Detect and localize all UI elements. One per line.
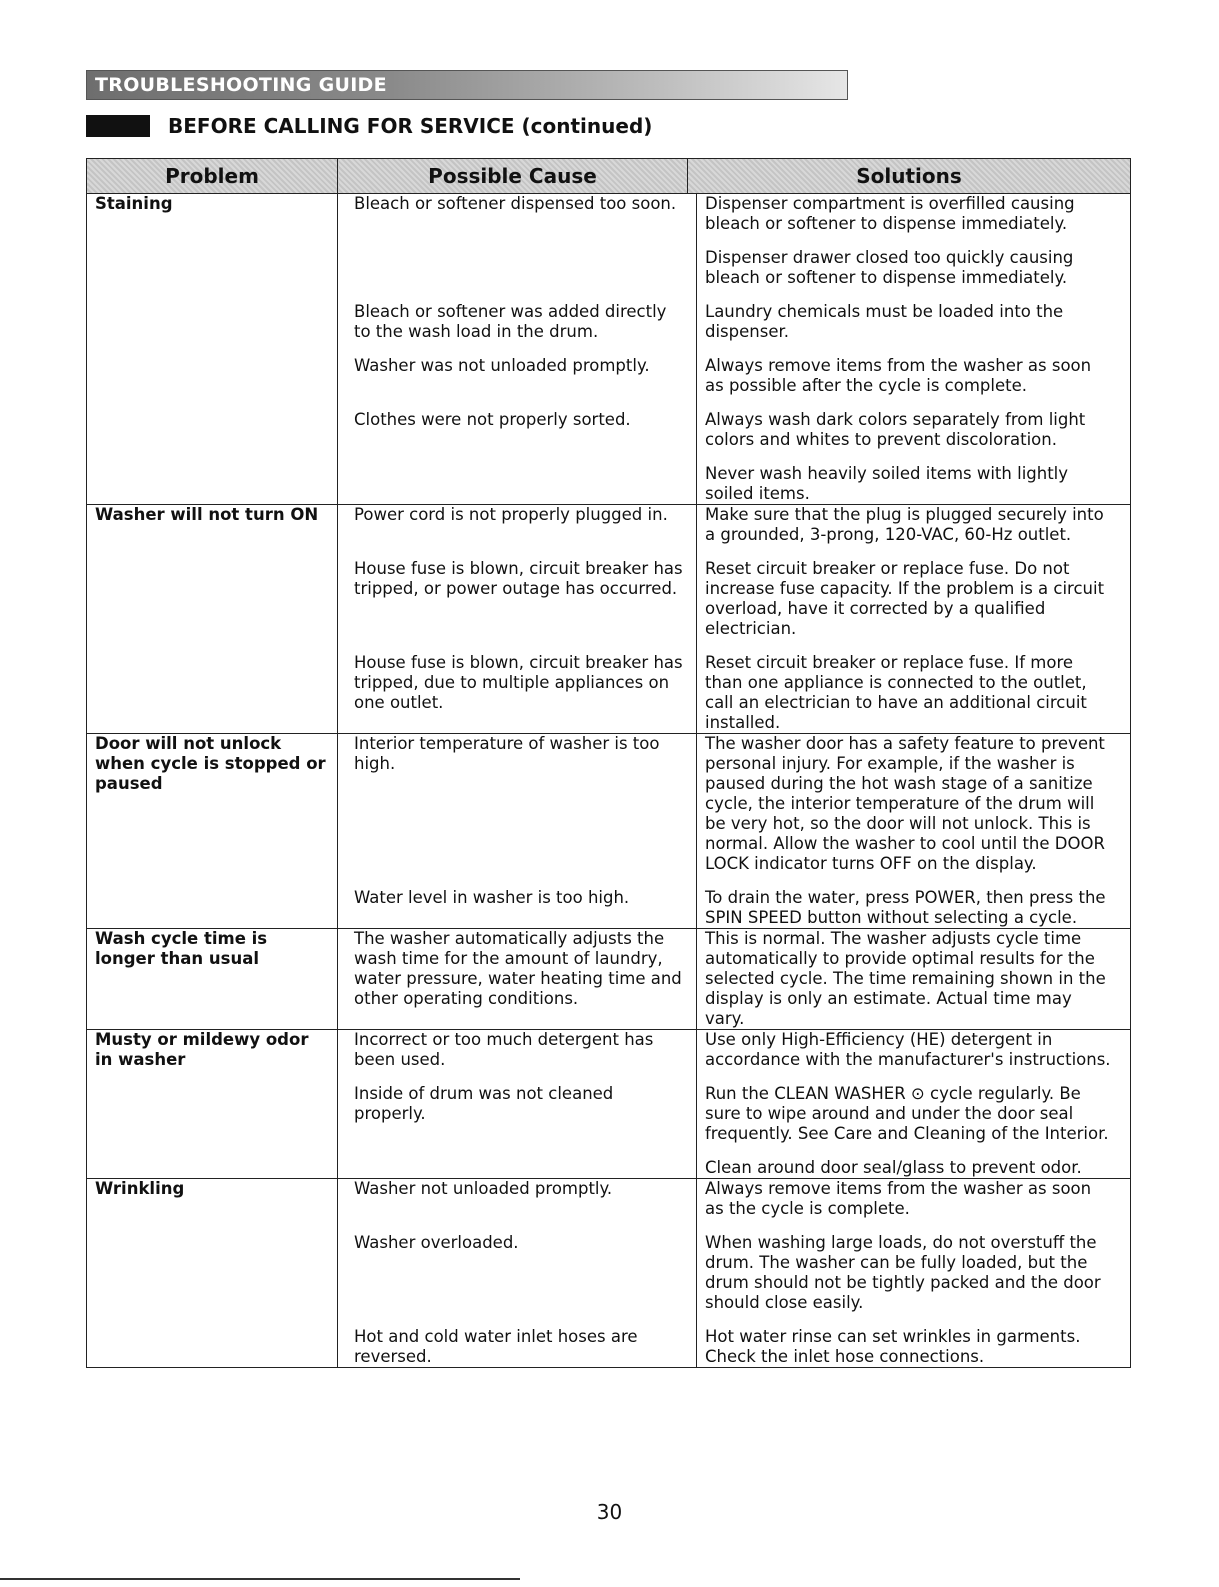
solution-text: Use only High-Efficiency (HE) detergent in accordance with the manufacturer's instructions. bbox=[705, 1030, 1111, 1069]
cause-solution-cell bbox=[338, 1030, 1131, 1179]
section-banner bbox=[86, 70, 848, 100]
solution-text: Dispenser drawer closed too quickly causing bleach or softener to dispense immediately. bbox=[705, 248, 1074, 287]
problem-cell: Wash cycle time is longer than usual bbox=[87, 929, 338, 1030]
cause-solution-cell bbox=[338, 194, 1131, 505]
solution-text: Hot water rinse can set wrinkles in garments. Check the inlet hose connections. bbox=[705, 1327, 1081, 1366]
solution-text: Clean around door seal/glass to prevent odor. bbox=[705, 1158, 1082, 1177]
possible-cause-text: Inside of drum was not cleaned properly. bbox=[354, 1084, 614, 1123]
section-marker-bar bbox=[86, 115, 150, 137]
solution-text: When washing large loads, do not overstuff the drum. The washer can be fully loaded, but the drum should not be tightly packed and the door should close easily. bbox=[705, 1233, 1101, 1312]
column-header-cause: Possible Cause bbox=[338, 159, 688, 194]
problem-cell: Wrinkling bbox=[87, 1179, 338, 1368]
cause-entry bbox=[346, 1179, 1122, 1233]
cause-entry bbox=[346, 1030, 1122, 1084]
solution-text: Run the CLEAN WASHER ⊙ cycle regularly. Be sure to wipe around and under the door seal frequently. See Care and Cleaning of the Interior. bbox=[705, 1084, 1109, 1143]
possible-cause-text: Bleach or softener was added directly to the wash load in the drum. bbox=[354, 302, 667, 341]
cause-entry bbox=[346, 653, 1122, 733]
possible-cause-text: Washer was not unloaded promptly. bbox=[354, 356, 650, 375]
cause-entry bbox=[346, 929, 1122, 1029]
solution-text: The washer door has a safety feature to prevent personal injury. For example, if the washer is paused during the hot wash stage of a sanitize cycle, the interior temperature of the drum will be very hot, so the door will not unlock. This is normal. Allow the washer to cool until the DOOR LOCK indicator turns OFF on the display. bbox=[705, 734, 1105, 873]
section-header bbox=[86, 112, 652, 140]
solution-text: This is normal. The washer adjusts cycle time automatically to provide optimal results for the selected cycle. The time remaining shown in the display is only an estimate. Actual time may vary. bbox=[705, 929, 1106, 1028]
solution-text: Always remove items from the washer as soon as possible after the cycle is complete. bbox=[705, 356, 1092, 395]
table-row bbox=[87, 194, 1131, 505]
possible-cause-text: Water level in washer is too high. bbox=[354, 888, 630, 907]
cause-entry bbox=[346, 559, 1122, 653]
problem-cell: Door will not unlock when cycle is stopped or paused bbox=[87, 734, 338, 929]
section-title: BEFORE CALLING FOR SERVICE (continued) bbox=[168, 114, 653, 138]
troubleshooting-table bbox=[86, 158, 1131, 1368]
cause-entry bbox=[346, 1327, 1122, 1367]
problem-cell: Staining bbox=[87, 194, 338, 505]
possible-cause-text: House fuse is blown, circuit breaker has tripped, due to multiple appliances on one outlet. bbox=[354, 653, 683, 712]
cause-solution-cell bbox=[338, 734, 1131, 929]
possible-cause-text: House fuse is blown, circuit breaker has tripped, or power outage has occurred. bbox=[354, 559, 683, 598]
cause-entry bbox=[346, 410, 1122, 504]
possible-cause-text: Incorrect or too much detergent has been used. bbox=[354, 1030, 654, 1069]
solution-text: To drain the water, press POWER, then press the SPIN SPEED button without selecting a cycle. bbox=[705, 888, 1106, 927]
page-number: 30 bbox=[596, 1500, 623, 1524]
problem-cell: Musty or mildewy odor in washer bbox=[87, 1030, 338, 1179]
cause-entry bbox=[346, 1233, 1122, 1327]
solution-text: Laundry chemicals must be loaded into the dispenser. bbox=[705, 302, 1064, 341]
cause-solution-cell bbox=[338, 929, 1131, 1030]
cause-entry bbox=[346, 1084, 1122, 1178]
solution-text: Always remove items from the washer as soon as the cycle is complete. bbox=[705, 1179, 1092, 1218]
table-header-row bbox=[87, 159, 1131, 194]
cause-solution-cell bbox=[338, 505, 1131, 734]
possible-cause-text: The washer automatically adjusts the wash time for the amount of laundry, water pressure, water heating time and other operating conditions. bbox=[354, 929, 682, 1008]
banner-title: TROUBLESHOOTING GUIDE bbox=[95, 74, 387, 96]
column-header-problem: Problem bbox=[87, 159, 338, 194]
possible-cause-text: Washer overloaded. bbox=[354, 1233, 519, 1252]
possible-cause-text: Washer not unloaded promptly. bbox=[354, 1179, 613, 1198]
table-row bbox=[87, 1179, 1131, 1368]
table-row bbox=[87, 734, 1131, 929]
column-header-solutions: Solutions bbox=[688, 159, 1131, 194]
cause-solution-cell bbox=[338, 1179, 1131, 1368]
cause-entry bbox=[346, 194, 1122, 302]
possible-cause-text: Clothes were not properly sorted. bbox=[354, 410, 631, 429]
cause-entry bbox=[346, 356, 1122, 410]
table-row bbox=[87, 505, 1131, 734]
possible-cause-text: Bleach or softener dispensed too soon. bbox=[354, 194, 677, 213]
solution-text: Make sure that the plug is plugged securely into a grounded, 3-prong, 120-VAC, 60-Hz outlet. bbox=[705, 505, 1104, 544]
solution-text: Always wash dark colors separately from light colors and whites to prevent discoloration. bbox=[705, 410, 1086, 449]
problem-cell: Washer will not turn ON bbox=[87, 505, 338, 734]
solution-text: Dispenser compartment is overfilled causing bleach or softener to dispense immediately. bbox=[705, 194, 1075, 233]
bottom-rule bbox=[0, 1578, 520, 1580]
solution-text: Reset circuit breaker or replace fuse. If more than one appliance is connected to the outlet, call an electrician to have an additional circuit installed. bbox=[705, 653, 1087, 732]
table-row bbox=[87, 929, 1131, 1030]
possible-cause-text: Power cord is not properly plugged in. bbox=[354, 505, 668, 524]
cause-entry bbox=[346, 734, 1122, 888]
cause-entry bbox=[346, 888, 1122, 928]
solution-text: Never wash heavily soiled items with lightly soiled items. bbox=[705, 464, 1069, 503]
cause-entry bbox=[346, 302, 1122, 356]
solution-text: Reset circuit breaker or replace fuse. Do not increase fuse capacity. If the problem is a circuit overload, have it corrected by a qualified electrician. bbox=[705, 559, 1105, 638]
cause-entry bbox=[346, 505, 1122, 559]
possible-cause-text: Interior temperature of washer is too high. bbox=[354, 734, 660, 773]
possible-cause-text: Hot and cold water inlet hoses are reversed. bbox=[354, 1327, 638, 1366]
table-row bbox=[87, 1030, 1131, 1179]
